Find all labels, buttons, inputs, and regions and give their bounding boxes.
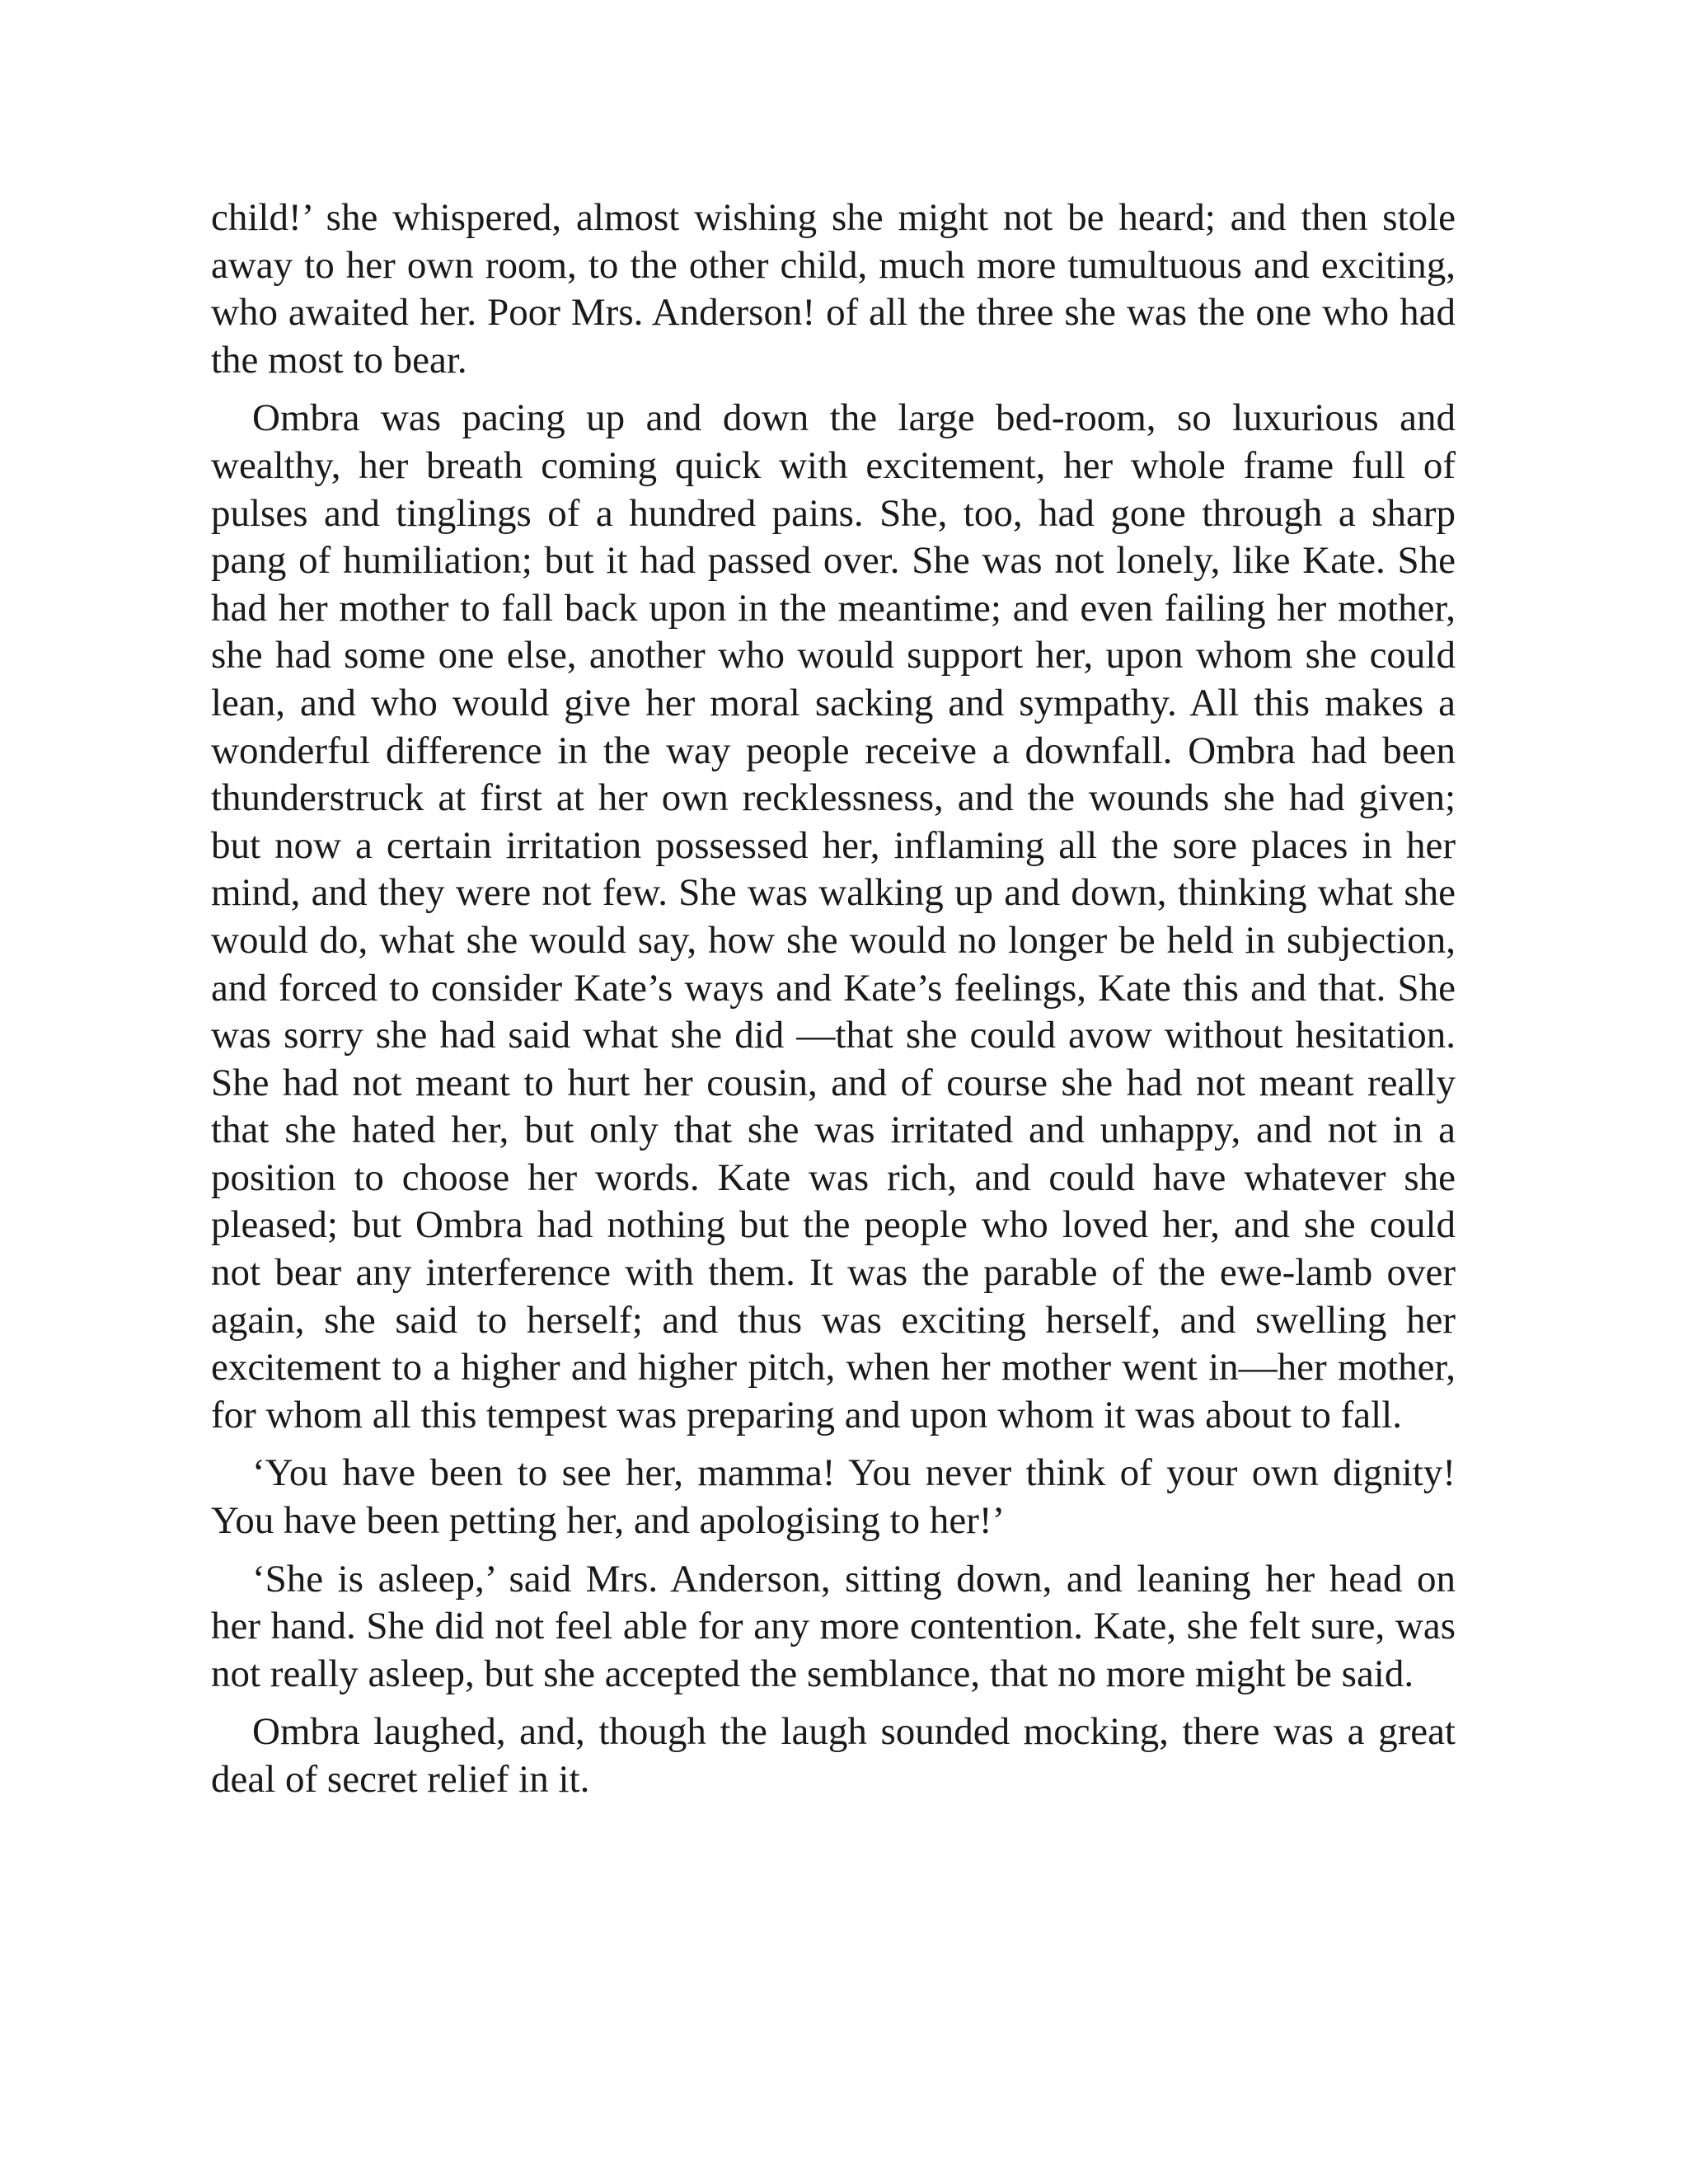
body-text bbox=[211, 194, 1456, 1815]
paragraph-5: Ombra laughed, and, though the laugh sounded mocking, there was a great deal of secret relief in it. bbox=[211, 1710, 1456, 1801]
paragraph-1: child!’ she whispered, almost wishing she might not be heard; and then stole away to her own room, to the other child, much more tumultuous and exciting, who awaited her. Poor Mrs. Anderson! of all the three she was the one who had the most to bear. bbox=[211, 196, 1456, 382]
paragraph-4: ‘She is asleep,’ said Mrs. Anderson, sitting down, and leaning her head on her hand. She did not feel able for any more contention. Kate, she felt sure, was not really asleep, but she accepted the semblance, that no more might be said. bbox=[211, 1557, 1456, 1695]
paragraph-3: ‘You have been to see her, mamma! You never think of your own dignity! You have been petting her, and apologising to her!’ bbox=[211, 1451, 1456, 1543]
paragraph-2: Ombra was pacing up and down the large bed-room, so luxurious and wealthy, her breath coming quick with excitement, her whole frame full of pulses and tinglings of a hundred pains. She, too, had gone through a sharp pang of humiliation; but it had passed over. She was not lonely, like Kate. She had her mother to fall back upon in the meantime; and even failing her mother, she had some one else, another who would support her, upon whom she could lean, and who would give her moral sacking and sympathy. All this makes a wonderful difference in the way people receive a downfall. Ombra had been thunderstruck at first at her own recklessness, and the wounds she had given; but now a certain irritation possessed her, inflaming all the sore places in her mind, and they were not few. She was walking up and down, thinking what she would do, what she would say, how she would no longer be held in subjection, and forced to consider Kate’s ways and Kate’s feelings, Kate this and that. She was sorry she had said what she did —that she could avow without hesitation. She had not meant to hurt her cousin, and of course she had not meant really that she hated her, but only that she was irritated and unhappy, and not in a position to choose her words. Kate was rich, and could have whatever she pleased; but Ombra had nothing but the people who loved her, and she could not bear any interference with them. It was the parable of the ewe-lamb over again, she said to herself; and thus was exciting herself, and swelling her excitement to a higher and higher pitch, when her mother went in—her mother, for whom all this tempest was preparing and upon whom it was about to fall. bbox=[211, 396, 1456, 1436]
